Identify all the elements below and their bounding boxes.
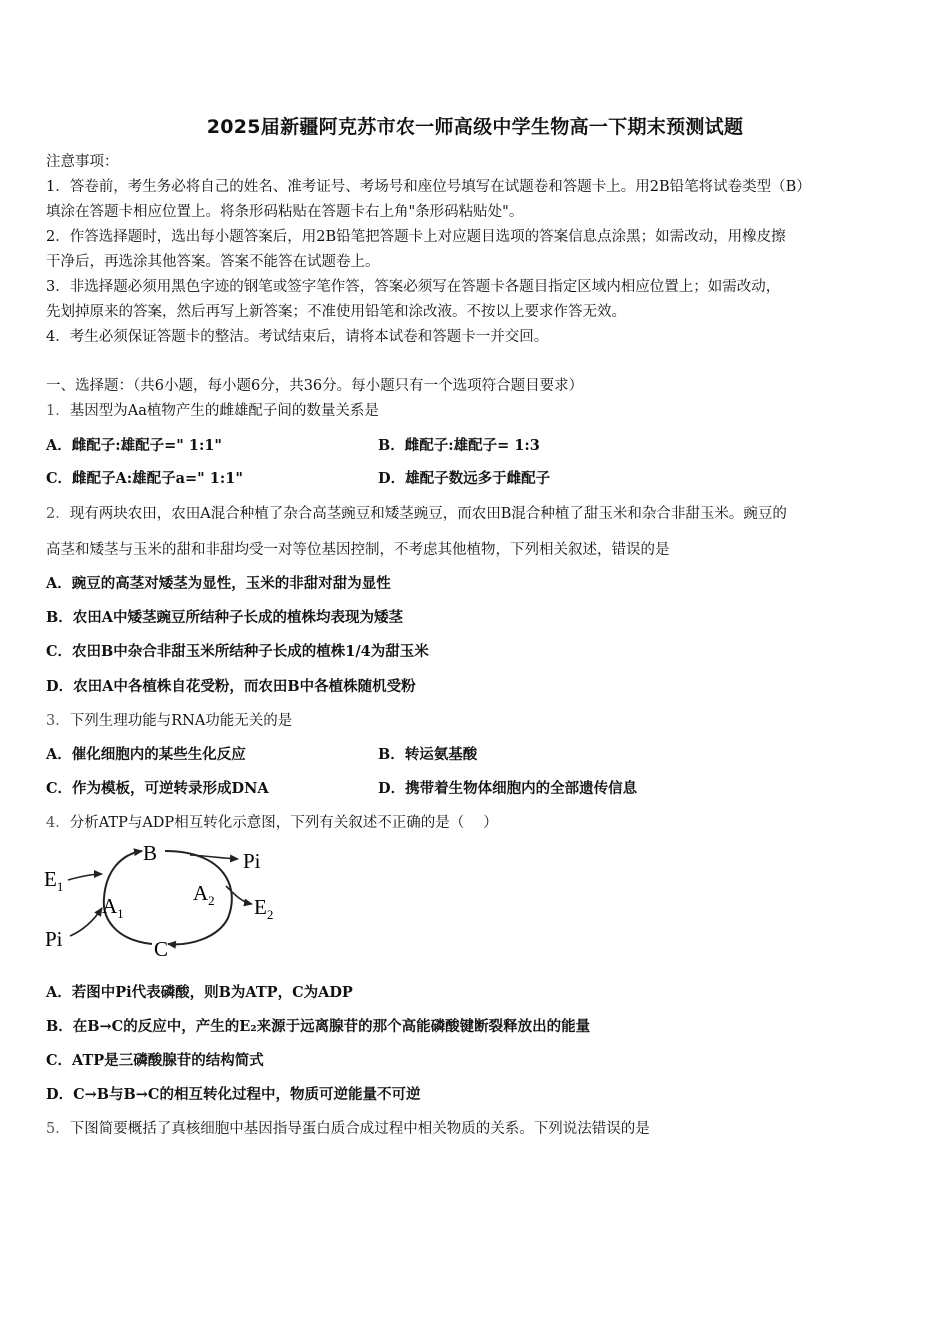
q3-option-d[interactable]: D．携带着生物体细胞内的全部遗传信息 bbox=[378, 780, 638, 797]
notice-heading: 注意事项： bbox=[46, 154, 119, 170]
notice-line: 1．答卷前，考生务必将自己的姓名、准考证号、考场号和座位号填写在试题卷和答题卡上。用2B铅笔将试卷类型（B） bbox=[46, 179, 811, 195]
q4-option-b[interactable]: B．在B→C的反应中，产生的E₂来源于远离腺苷的那个高能磷酸键断裂释放出的能量 bbox=[46, 1018, 591, 1035]
q2-option-b[interactable]: B．农田A中矮茎豌豆所结种子长成的植株均表现为矮茎 bbox=[46, 609, 404, 626]
q4-option-d[interactable]: D．C→B与B→C的相互转化过程中，物质可逆能量不可逆 bbox=[46, 1086, 421, 1103]
q1-option-d[interactable]: D．雄配子数远多于雌配子 bbox=[378, 470, 551, 487]
question-text: 现有两块农田，农田A混合种植了杂合高茎豌豆和矮茎豌豆，而农田B混合种植了甜玉米和杂合非甜玉米。豌豆的 bbox=[69, 506, 787, 522]
label-a1: $A_1$ bbox=[102, 894, 124, 921]
label-a2: $A_2$ bbox=[193, 881, 215, 908]
q4-option-a[interactable]: A．若图中Pi代表磷酸，则B为ATP，C为ADP bbox=[46, 984, 353, 1001]
q2-option-c[interactable]: C．农田B中杂合非甜玉米所结种子长成的植株1/4为甜玉米 bbox=[46, 643, 429, 660]
question-5-stem bbox=[46, 1119, 916, 1139]
notice-line: 干净后，再选涂其他答案。答案不能答在试题卷上。 bbox=[46, 254, 380, 270]
q1-option-b[interactable]: B．雌配子:雄配子= 1:3 bbox=[378, 437, 540, 454]
atp-adp-diagram bbox=[40, 838, 290, 966]
question-number: 4． bbox=[46, 815, 70, 831]
question-number: 3． bbox=[46, 713, 70, 729]
question-3-stem bbox=[46, 711, 916, 731]
notice-line: 填涂在答题卡相应位置上。将条形码粘贴在答题卡右上角"条形码粘贴处"。 bbox=[46, 204, 524, 220]
section-heading: 一、选择题：（共6小题，每小题6分，共36分。每小题只有一个选项符合题目要求） bbox=[46, 378, 584, 394]
label-pi-left: Pi bbox=[45, 927, 63, 951]
q2-option-a[interactable]: A．豌豆的高茎对矮茎为显性，玉米的非甜对甜为显性 bbox=[46, 575, 391, 592]
question-number: 2． bbox=[46, 506, 70, 522]
notice-line: 4．考生必须保证答题卡的整洁。考试结束后，请将本试卷和答题卡一并交回。 bbox=[46, 329, 549, 345]
q1-option-c[interactable]: C．雌配子A:雄配子a=" 1:1" bbox=[46, 470, 243, 487]
question-text: 分析ATP与ADP相互转化示意图，下列有关叙述不正确的是（ ） bbox=[69, 815, 498, 831]
label-e1: $E_1$ bbox=[44, 867, 64, 894]
q3-option-a[interactable]: A．催化细胞内的某些生化反应 bbox=[46, 746, 246, 763]
question-text: 下图简要概括了真核细胞中基因指导蛋白质合成过程中相关物质的关系。下列说法错误的是 bbox=[69, 1121, 650, 1137]
question-number: 5． bbox=[46, 1121, 70, 1137]
page-title: 2025届新疆阿克苏市农一师高级中学生物高一下期末预测试题 bbox=[206, 116, 744, 138]
question-4-stem bbox=[46, 813, 916, 833]
question-2-stem bbox=[46, 504, 916, 524]
q4-option-c[interactable]: C．ATP是三磷酸腺苷的结构简式 bbox=[46, 1052, 264, 1069]
q3-option-b[interactable]: B．转运氨基酸 bbox=[378, 746, 478, 763]
question-text: 基因型为Aa植物产生的雌雄配子间的数量关系是 bbox=[69, 403, 379, 419]
q2-option-d[interactable]: D．农田A中各植株自花受粉，而农田B中各植株随机受粉 bbox=[46, 678, 416, 695]
q3-option-c[interactable]: C．作为模板，可逆转录形成DNA bbox=[46, 780, 269, 797]
arrow-e1-in bbox=[68, 874, 102, 880]
arrow-pi-in bbox=[70, 908, 102, 936]
q1-option-a[interactable]: A．雌配子:雄配子=" 1:1" bbox=[46, 437, 222, 454]
notice-line: 先划掉原来的答案，然后再写上新答案；不准使用铅笔和涂改液。不按以上要求作答无效。 bbox=[46, 304, 626, 320]
notice-line: 3．非选择题必须用黑色字迹的钢笔或签字笔作答，答案必须写在答题卡各题目指定区域内相应位置上；如需改动， bbox=[46, 279, 781, 295]
label-c: C bbox=[154, 937, 169, 961]
question-text: 下列生理功能与RNA功能无关的是 bbox=[69, 713, 293, 729]
question-1-stem bbox=[46, 401, 916, 421]
question-2-stem-cont: 高茎和矮茎与玉米的甜和非甜均受一对等位基因控制，不考虑其他植物，下列相关叙述，错误的是 bbox=[46, 542, 670, 558]
notice-line: 2．作答选择题时，选出每小题答案后，用2B铅笔把答题卡上对应题目选项的答案信息点涂黑；如需改动，用橡皮擦 bbox=[46, 229, 786, 245]
question-number: 1． bbox=[46, 403, 70, 419]
label-pi-top: Pi bbox=[243, 849, 261, 873]
label-e2: $E_2$ bbox=[254, 895, 274, 922]
arrow-pi-out bbox=[190, 855, 238, 859]
label-b: B bbox=[143, 841, 158, 865]
